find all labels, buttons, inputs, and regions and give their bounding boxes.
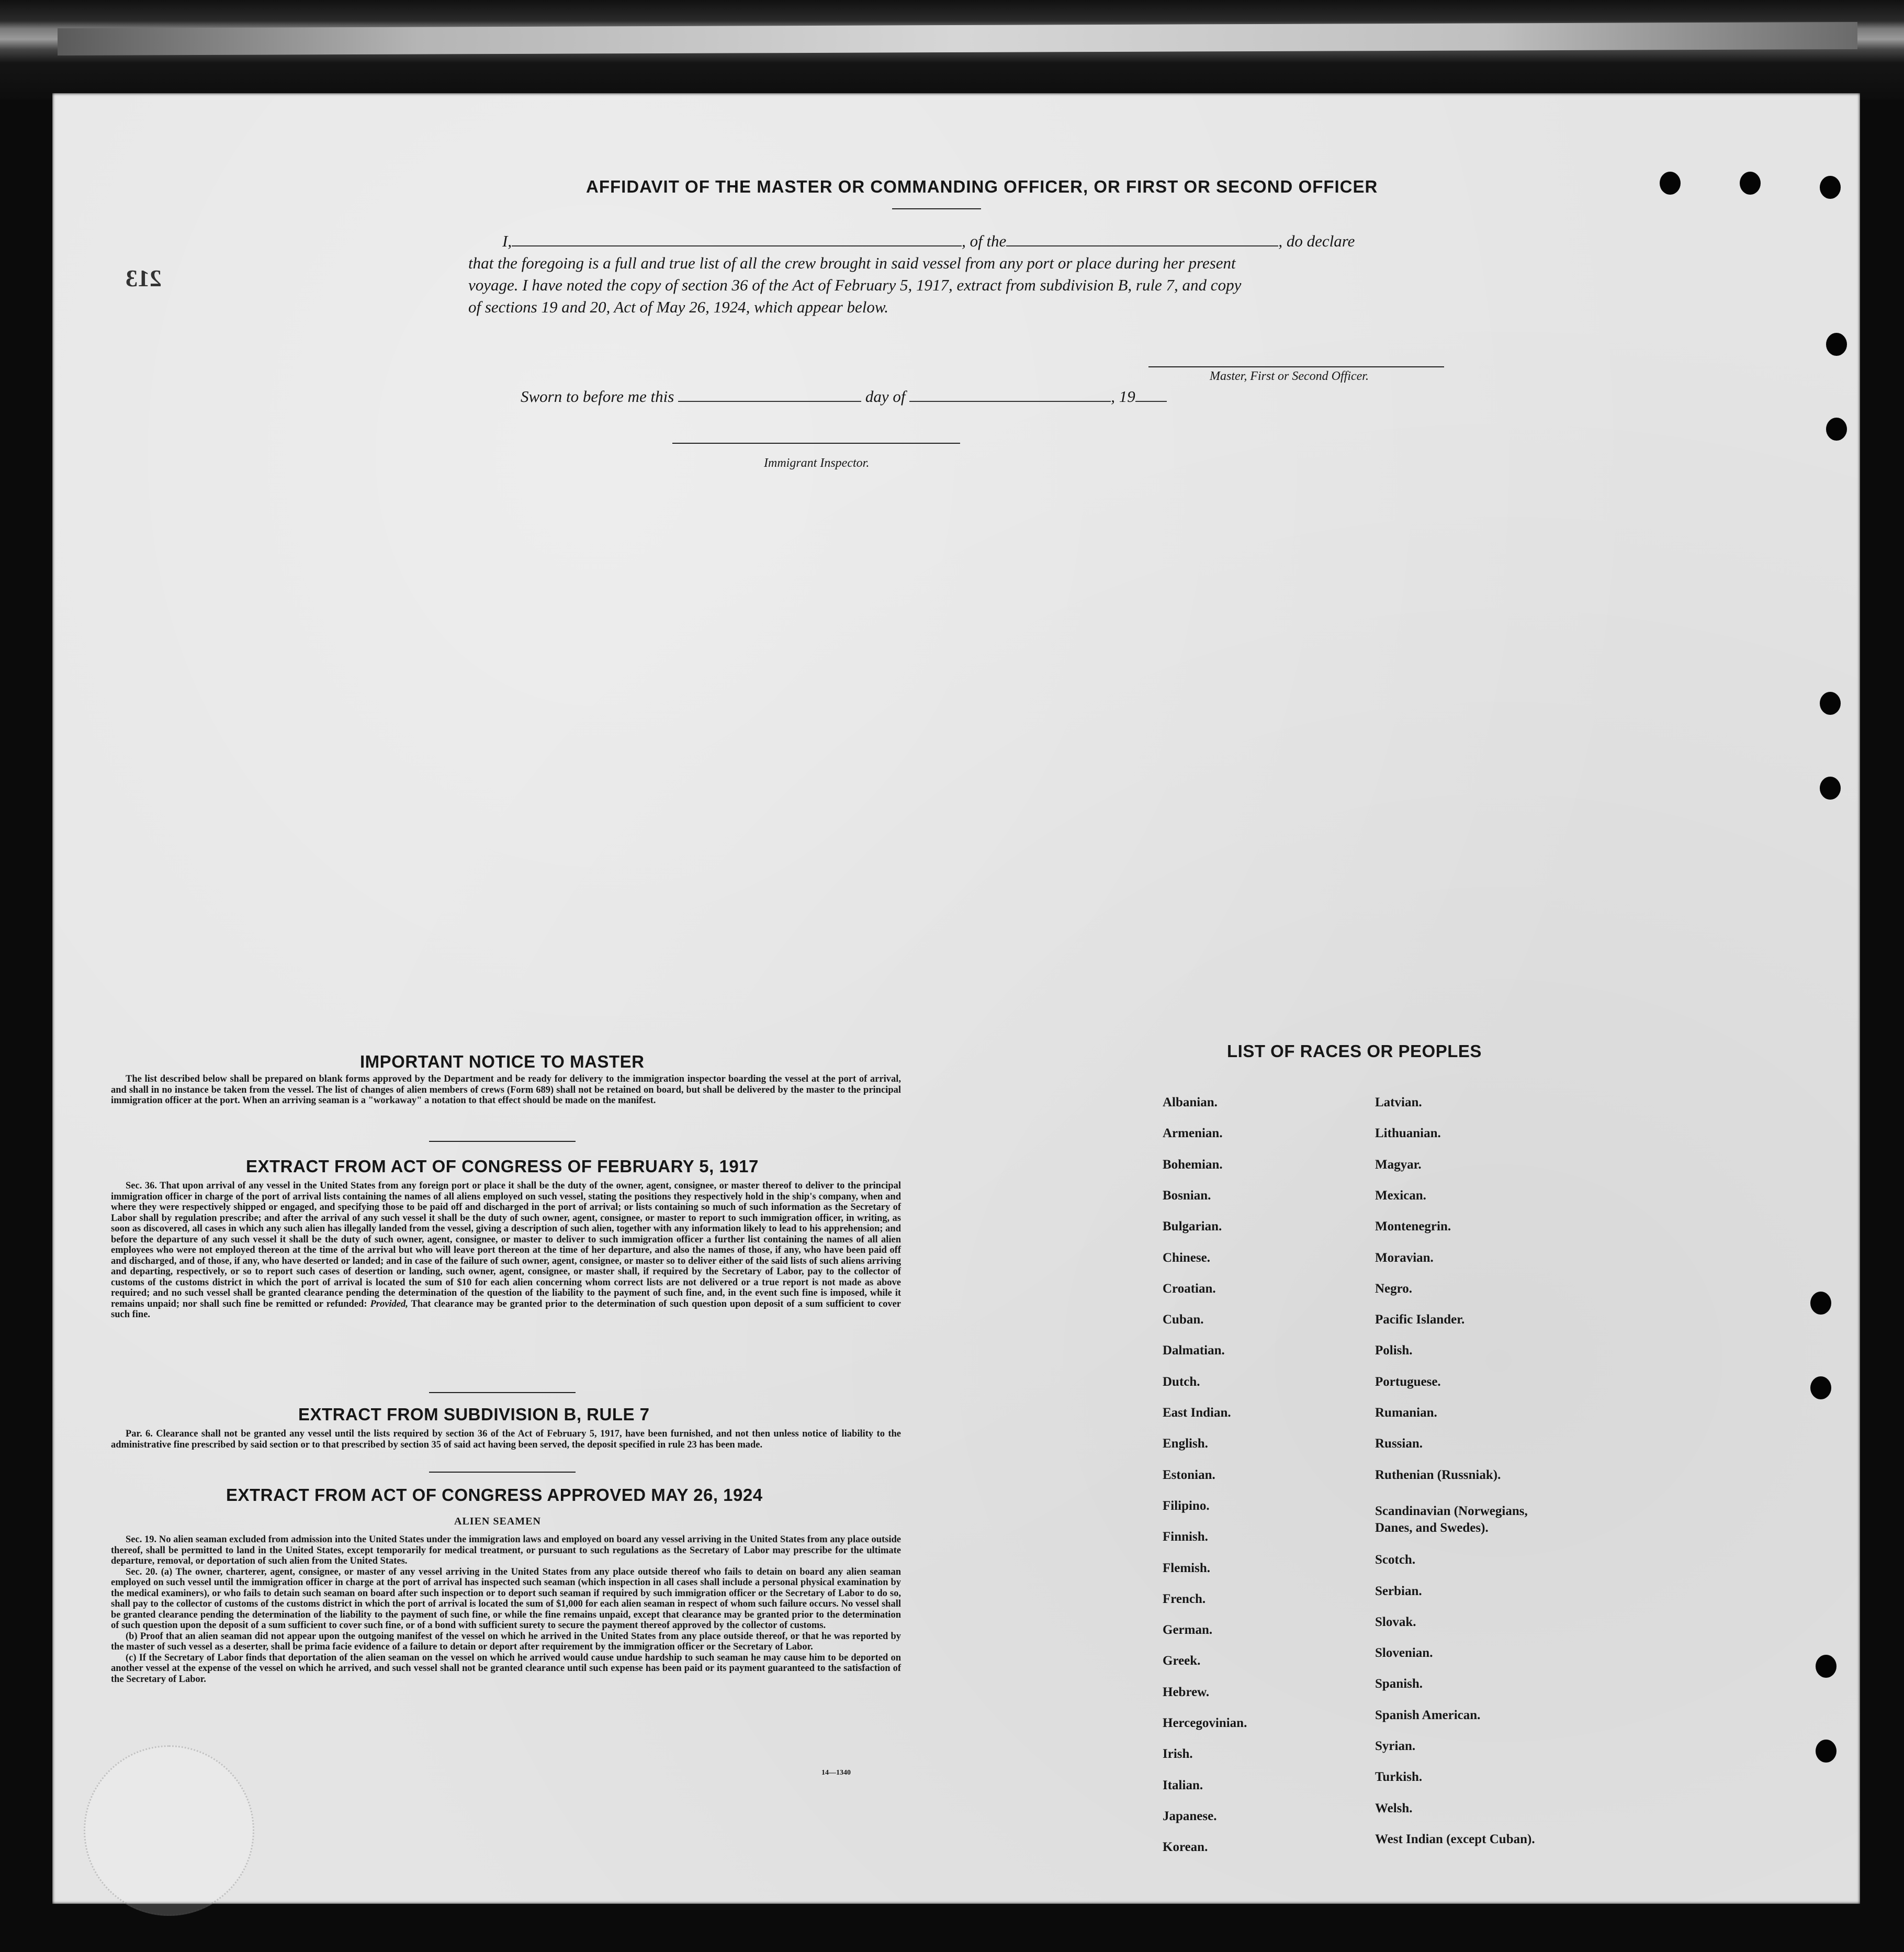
race-item: French.: [1163, 1591, 1206, 1606]
race-item: Russian.: [1375, 1437, 1423, 1451]
race-item: Lithuanian.: [1375, 1126, 1441, 1141]
inspector-caption: Immigrant Inspector.: [764, 456, 870, 470]
notice-text: [111, 1074, 901, 1106]
extract-1924-text: [111, 1534, 901, 1685]
of-the-label: , of the: [962, 232, 1007, 250]
race-item: Dalmatian.: [1163, 1343, 1225, 1358]
punch-hole: [1820, 692, 1841, 715]
races-title: LIST OF RACES OR PEOPLES: [1227, 1041, 1482, 1061]
sworn-line: [521, 387, 1167, 406]
race-item: Dutch.: [1163, 1374, 1200, 1389]
sworn-prefix: Sworn to before me this: [521, 387, 674, 406]
sec-20c-body: (c) If the Secretary of Labor finds that deportation of the alien seaman on the vessel on which he arrived would cause undue hardship to such seaman he may cause him to be deported on another vessel at the expense of the vessel on which he arrived, and such vessel shall not be granted clearance until such expense has been paid or its payment guaranteed to the satisfaction of the Secretary of Labor.: [111, 1652, 901, 1685]
margin-stamp-number: 213: [126, 265, 162, 291]
race-item: English.: [1163, 1437, 1208, 1451]
sec-36-body: That upon arrival of any vessel in the United States from any foreign port or place it shall be the duty of the owner, agent, consignee, or master thereof to deliver to the principal immigration officer in charge of the port of arrival lists containing the names of all aliens employed on such vessel, stating the positions they respectively hold in the ship's company, when and where they were respectively shipped or engaged, and specifying those to be paid off and discharged in the port of arrival; or lists containing so much of such information as the Secretary of Labor shall by regulation prescribe; and after the arrival of any such vessel it shall be the duty of such owner, agent, consignee, or master to report to such immigration officer, in writing, as soon as discovered, all cases in which any such alien has illegally landed from the vessel, giving a description of such alien, together with any information likely to lead to his apprehension; and before the departure of any such vessel it shall be the duty of such owner, agent, consignee, or master to deliver to such immigration officer a further list containing the names of all alien employees who were not employed thereon at the time of the arrival but who will leave port thereon at the time of her departure, and also the names of those, if any, who have been paid off and discharged, and of those, if any, who have deserted or landed; and in case of the failure of such owner, agent, consignee, or master so to deliver either of the said lists of such aliens arriving and departing, respectively, or so to report such cases of desertion or landing, such owner, agent, consignee, or master shall, if required by the Secretary of Labor, pay to the collector of customs of the customs district in which the port of arrival is located the sum of $10 for each alien concerning whom correct lists are not delivered or a true report is not made as above required; and no such vessel shall be granted clearance pending the determination of the question of the liability to the payment of such fine, and, in the event such fine is imposed, while it remains unpaid; nor shall such fine be remitted or refunded:: [111, 1181, 901, 1309]
race-item: Hebrew.: [1163, 1685, 1210, 1699]
race-item: Croatian.: [1163, 1281, 1216, 1296]
race-item: Filipino.: [1163, 1498, 1210, 1513]
extract-1924-title: EXTRACT FROM ACT OF CONGRESS APPROVED MAY 26, 1924: [226, 1485, 763, 1505]
race-item: Armenian.: [1163, 1126, 1223, 1141]
name-blank[interactable]: [512, 232, 962, 246]
master-signature-caption: Master, First or Second Officer.: [1210, 369, 1369, 383]
race-item: Ruthenian (Russniak).: [1375, 1467, 1501, 1482]
punch-hole: [1816, 1740, 1837, 1763]
sec-20-label: Sec. 20.: [126, 1566, 158, 1577]
affidavit-body: [468, 230, 1489, 318]
embossed-seal: [84, 1745, 254, 1916]
race-item: Portuguese.: [1375, 1374, 1441, 1389]
race-item: Bohemian.: [1163, 1157, 1223, 1172]
scan-band: [58, 22, 1857, 55]
sec-20b: [111, 1631, 901, 1653]
race-item: Hercegovinian.: [1163, 1716, 1247, 1730]
master-signature-line[interactable]: [1148, 366, 1444, 367]
race-item: Mexican.: [1375, 1188, 1426, 1203]
sworn-month-blank[interactable]: [909, 387, 1111, 402]
race-item: Korean.: [1163, 1840, 1208, 1855]
race-item: Albanian.: [1163, 1095, 1218, 1109]
race-item: Rumanian.: [1375, 1406, 1437, 1420]
race-item: Welsh.: [1375, 1801, 1413, 1815]
notice-title: IMPORTANT NOTICE TO MASTER: [360, 1052, 645, 1071]
affidavit-line-3: of sections 19 and 20, Act of May 26, 1924, which appear below.: [468, 298, 889, 316]
inspector-signature-line[interactable]: [672, 443, 960, 444]
punch-hole: [1810, 1376, 1831, 1399]
extract-1917-text: [111, 1181, 901, 1320]
rule7-text: [111, 1429, 901, 1450]
race-item: German.: [1163, 1623, 1213, 1637]
affidavit-declaration-line: [468, 230, 1489, 252]
sec-20c: [111, 1653, 901, 1685]
punch-hole: [1816, 1655, 1837, 1678]
divider: [429, 1392, 576, 1393]
form-number: 14—1340: [821, 1769, 851, 1777]
race-item: West Indian (except Cuban).: [1375, 1832, 1535, 1846]
race-item: Slovak.: [1375, 1614, 1416, 1629]
sec-36-body-end: That clearance may be granted prior to the determination of such question upon deposit of a sum sufficient to cover such fine.: [111, 1298, 901, 1320]
punch-hole: [1820, 777, 1841, 800]
affidavit-line-2: voyage. I have noted the copy of section 36 of the Act of February 5, 1917, extract from subdivision B, rule 7, and copy: [468, 276, 1242, 294]
race-item: Turkish.: [1375, 1770, 1423, 1785]
punch-hole: [1826, 333, 1847, 356]
sec-19-body: No alien seaman excluded from admission into the United States under the immigration laws and employed on board any vessel arriving in the United States from any place outside thereof, shall be permitted to land in the United States, except temporarily for medical treatment, or pursuant to such regulations as the Secretary of Labor may prescribe for the ultimate departure, removal, or deportation of such alien from the United States.: [111, 1534, 902, 1566]
sec-36-label: Sec. 36.: [126, 1181, 157, 1191]
punch-hole: [1820, 176, 1841, 199]
sec-20a: [111, 1567, 901, 1631]
year-prefix: , 19: [1111, 387, 1135, 406]
punch-hole: [1810, 1292, 1831, 1315]
divider: [429, 1472, 576, 1473]
notice-body: The list described below shall be prepared on blank forms approved by the Department and be ready for delivery to the immigration inspector boarding the vessel at the port of arrival, and shall in no instance be taken from the vessel. The list of changes of alien members of crews (Form 689) shall not be retained on board, but shall be delivered by the master to the principal immigration officer at the port. When an arriving seaman is a "workaway" a notation to that effect should be made on the manifest.: [111, 1074, 901, 1106]
rule7-body: Par. 6. Clearance shall not be granted any vessel until the lists required by section 36 of the Act of February 5, 1917, have been furnished, and not then unless notice of liability to the administrative fine prescribed by said section or to that prescribed by section 35 of said act having been served, the deposit specified in rule 23 has been made.: [111, 1429, 901, 1450]
scan-top-border: [0, 0, 1904, 99]
race-item: Bosnian.: [1163, 1188, 1211, 1203]
sec-19: [111, 1534, 901, 1567]
race-item: Estonian.: [1163, 1467, 1215, 1482]
race-item: Slovenian.: [1375, 1646, 1433, 1661]
day-of-label: day of: [865, 387, 906, 406]
race-item: Greek.: [1163, 1654, 1201, 1668]
race-item: Montenegrin.: [1375, 1219, 1451, 1234]
sec-20b-body: (b) Proof that an alien seaman did not appear upon the outgoing manifest of the vessel on which he arrived in the United States from any place outside thereof, or that he was reported by the master of such vessel as a deserter, shall be prima facie evidence of a failure to detain or deport after requirement by the immigration officer or the Secretary of Labor.: [111, 1631, 901, 1652]
race-item: Danes, and Swedes).: [1375, 1520, 1489, 1535]
race-item: Serbian.: [1375, 1584, 1422, 1598]
punch-hole: [1826, 418, 1847, 441]
vessel-blank[interactable]: [1006, 232, 1278, 246]
race-item: Spanish American.: [1375, 1708, 1481, 1722]
punch-hole: [1740, 172, 1761, 195]
sec-20a-body: (a) The owner, charterer, agent, consignee, or master of any vessel arriving in the United States from any place outside thereof who fails to detain on board any alien seaman employed on such vessel until the immigration officer in charge at the port of arrival has inspected such seaman (which inspection in all cases shall include a personal physical examination by the medical examiners), or who fails to detain such seaman on board after such inspection or to deport such seaman if required by such immigration officer or the Secretary of Labor to do so, shall pay to the collector of customs of the customs district in which the port of arrival is located the sum of $1,000 for each alien seaman in respect of whom such failure occurs. No vessel shall be granted clearance pending the determination of the liability to the payment of such fine, or while the fine remains unpaid, except that clearance may be granted prior to the determination of such question upon the deposit of a sum sufficient to cover such fine, or of a bond with sufficient surety to secure the payment thereof approved by the collector of customs.: [111, 1566, 902, 1631]
race-item: Negro.: [1375, 1281, 1413, 1296]
race-item: Irish.: [1163, 1747, 1193, 1762]
rule7-title: EXTRACT FROM SUBDIVISION B, RULE 7: [298, 1405, 650, 1424]
alien-seamen-subtitle: ALIEN SEAMEN: [454, 1516, 541, 1527]
punch-hole: [1660, 172, 1681, 195]
extract-1917-title: EXTRACT FROM ACT OF CONGRESS OF FEBRUARY 5, 1917: [246, 1157, 759, 1176]
race-item: Latvian.: [1375, 1095, 1422, 1109]
divider: [892, 208, 981, 209]
race-item: Syrian.: [1375, 1739, 1416, 1753]
race-item: Italian.: [1163, 1778, 1203, 1792]
race-item: Flemish.: [1163, 1561, 1210, 1575]
affidavit-title: AFFIDAVIT OF THE MASTER OR COMMANDING OFFICER, OR FIRST OR SECOND OFFICER: [586, 177, 1378, 196]
race-item: East Indian.: [1163, 1406, 1231, 1420]
race-item: Moravian.: [1375, 1250, 1434, 1265]
race-item: Pacific Islander.: [1375, 1312, 1465, 1327]
race-item: Japanese.: [1163, 1809, 1217, 1823]
sworn-day-blank[interactable]: [678, 387, 861, 402]
provided-word: Provided,: [370, 1298, 408, 1309]
race-item: Scandinavian (Norwegians,: [1375, 1504, 1528, 1518]
race-item: Bulgarian.: [1163, 1219, 1222, 1234]
race-item: Finnish.: [1163, 1530, 1208, 1544]
race-item: Scotch.: [1375, 1553, 1416, 1567]
do-declare-label: , do declare: [1278, 232, 1355, 250]
sworn-year-blank[interactable]: [1135, 387, 1167, 402]
race-item: Spanish.: [1375, 1677, 1423, 1691]
race-item: Magyar.: [1375, 1157, 1422, 1172]
sec-19-label: Sec. 19.: [126, 1534, 157, 1545]
affidavit-line-1: that the foregoing is a full and true list of all the crew brought in said vessel from any port or place during her present: [468, 254, 1236, 272]
divider: [429, 1141, 576, 1142]
race-item: Polish.: [1375, 1343, 1413, 1358]
race-item: Chinese.: [1163, 1250, 1210, 1265]
affidavit-i-label: I,: [502, 232, 512, 250]
race-item: Cuban.: [1163, 1312, 1204, 1327]
